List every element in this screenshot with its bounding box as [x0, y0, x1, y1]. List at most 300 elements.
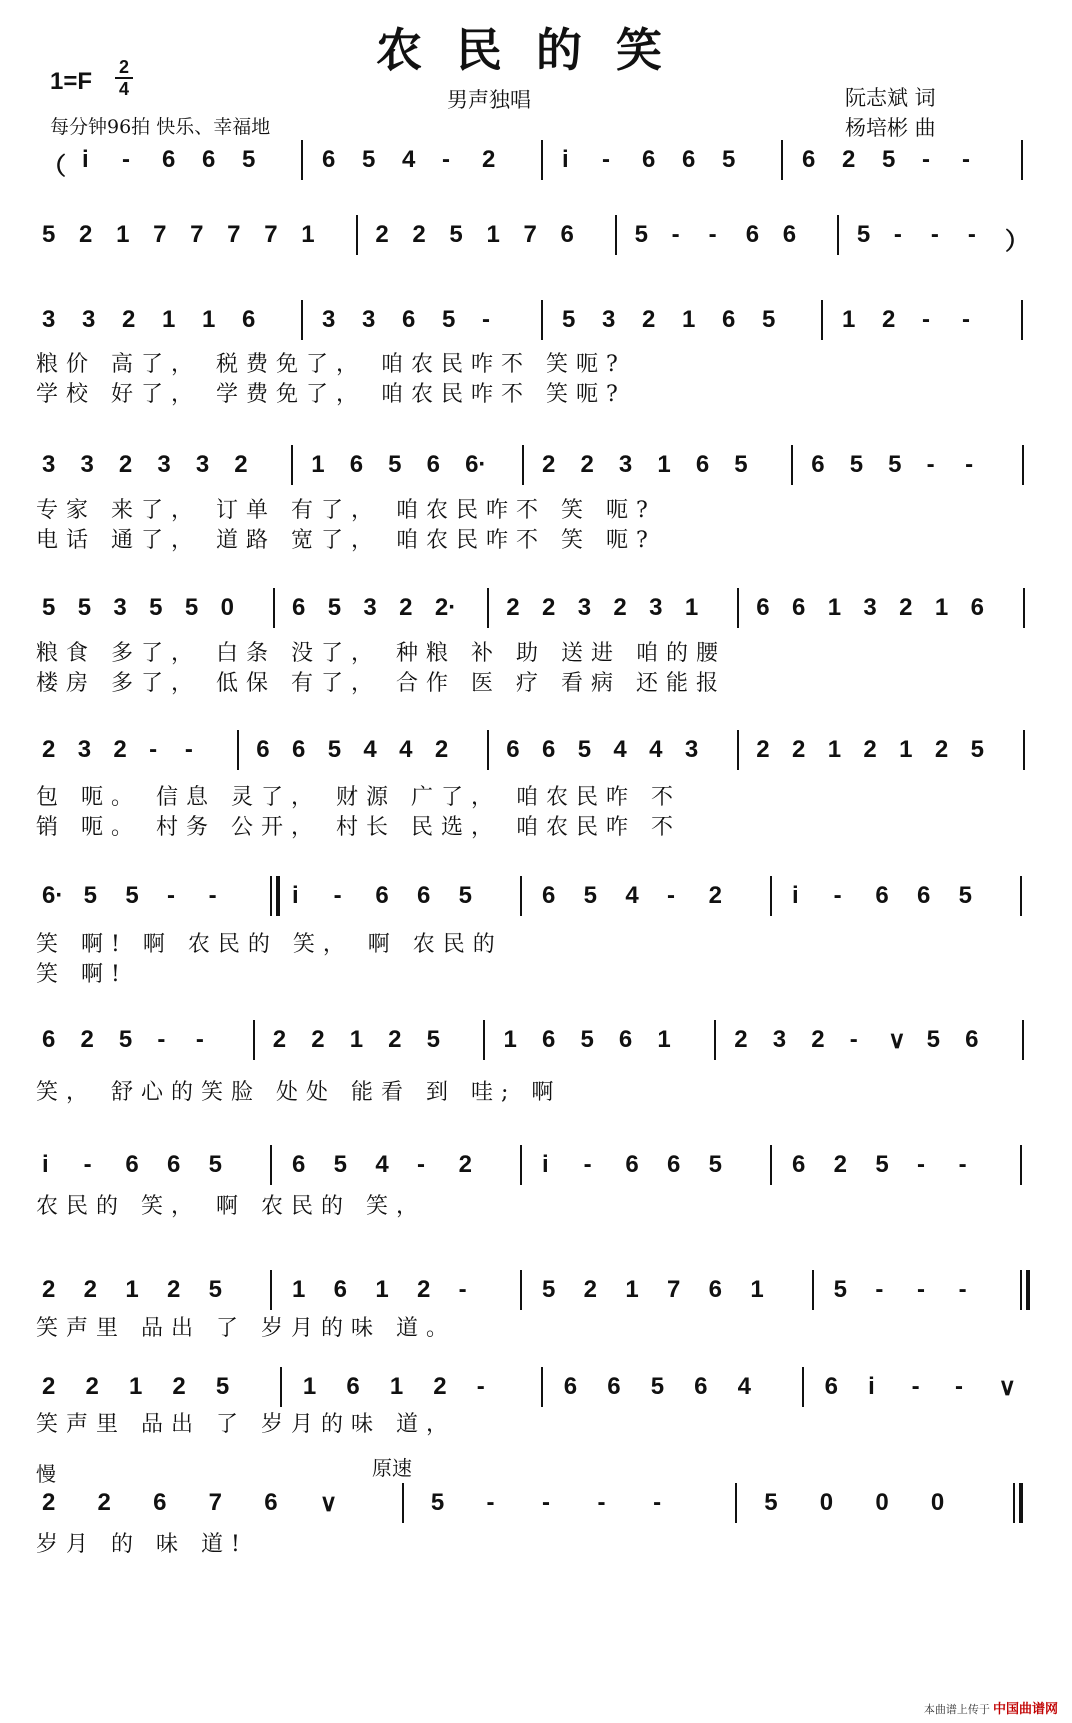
note: 2 — [613, 594, 627, 621]
barline — [280, 1367, 282, 1407]
note: 6 — [792, 594, 806, 621]
song-title: 农民的笑 — [376, 23, 696, 77]
dash-note: - — [671, 221, 680, 248]
notes-row — [36, 215, 1046, 273]
barline — [301, 140, 303, 180]
note: 6· — [42, 882, 64, 909]
note: 2 — [113, 736, 127, 763]
note: 2 — [792, 736, 806, 763]
lyric-line: 笑， 舒心的笑脸 处处 能看 到 哇; 啊 — [36, 1080, 562, 1105]
dash-note: - — [653, 1489, 662, 1516]
dash-note: - — [442, 146, 450, 173]
note: 2 — [79, 221, 93, 248]
note: 5 — [970, 736, 984, 763]
note: 5 — [333, 1151, 348, 1178]
note: 2 — [811, 1026, 825, 1053]
note: 6 — [618, 1026, 633, 1053]
note: 5 — [762, 306, 776, 333]
note: 6· — [465, 451, 487, 478]
barline — [270, 1145, 272, 1185]
note: 2 — [882, 306, 896, 333]
note: 2 — [42, 1489, 56, 1516]
barline — [402, 1483, 404, 1523]
note: 2 — [375, 221, 389, 248]
note: 6 — [970, 594, 984, 621]
note: i — [792, 882, 799, 909]
note: 6 — [694, 1373, 708, 1400]
note: 5 — [882, 146, 896, 173]
lyric-line: 农民的 笑， 啊 农民的 笑， — [36, 1194, 426, 1219]
note: 1 — [125, 1276, 139, 1303]
note: 5 — [430, 1489, 445, 1516]
note: i — [292, 882, 299, 909]
barline — [1021, 140, 1023, 180]
note: 1 — [827, 736, 842, 763]
note: 0 — [930, 1489, 945, 1516]
tempo-original-marking: 原速 — [372, 1456, 412, 1480]
note: 6 — [792, 1151, 806, 1178]
note: 6 — [625, 1151, 639, 1178]
barline — [615, 215, 617, 255]
dash-note: - — [917, 1276, 925, 1303]
note: 5 — [125, 882, 139, 909]
note: 1 — [389, 1373, 404, 1400]
barline — [520, 876, 522, 916]
note: 5 — [888, 451, 902, 478]
note: 2 — [412, 221, 426, 248]
note: 2 — [642, 306, 656, 333]
dash-note: - — [184, 736, 193, 763]
note: 2 — [482, 146, 496, 173]
barline — [1020, 876, 1022, 916]
note: 5 — [833, 1276, 848, 1303]
note: 1 — [750, 1276, 764, 1303]
note: 2 — [899, 594, 913, 621]
dash-note: - — [965, 451, 974, 478]
note: 3 — [82, 306, 96, 333]
note: i — [868, 1373, 875, 1400]
footer-text: 本曲谱上传于 — [923, 1704, 990, 1716]
barline — [541, 140, 543, 180]
note: 5 — [327, 594, 342, 621]
barline — [1023, 588, 1025, 628]
dash-note: - — [417, 1151, 425, 1178]
dash-note: - — [476, 1373, 485, 1400]
note: 7 — [523, 221, 537, 248]
note: 6 — [292, 594, 306, 621]
note: 6 — [264, 1489, 278, 1516]
note: 5 — [362, 146, 376, 173]
dash-note: - — [602, 146, 610, 173]
barline-thick — [1019, 1483, 1023, 1523]
lyric-line: 笑声里 品出 了 岁月的味 道。 — [36, 1316, 456, 1341]
note: 3 — [602, 306, 616, 333]
note: 7 — [667, 1276, 681, 1303]
note: 2 — [833, 1151, 848, 1178]
barline — [1020, 1270, 1022, 1310]
note: 1 — [128, 1373, 143, 1400]
barline-thick — [1026, 1270, 1030, 1310]
note: 6 — [722, 306, 736, 333]
note: 1 — [503, 1026, 517, 1053]
barline — [737, 588, 739, 628]
dash-note: - — [917, 1151, 925, 1178]
note: 6 — [167, 1151, 181, 1178]
note: 2 — [506, 594, 520, 621]
note: 3 — [684, 736, 699, 763]
dash-note: - — [583, 1151, 592, 1178]
dash-note: - — [955, 1373, 964, 1400]
note: 1 — [202, 306, 216, 333]
dash-note: - — [208, 882, 217, 909]
note: 2· — [434, 594, 457, 621]
note: 5 — [449, 221, 463, 248]
note: 6 — [153, 1489, 167, 1516]
dash-note: - — [597, 1489, 606, 1516]
lyric-line: 笑 啊! — [36, 962, 128, 987]
barline — [541, 300, 543, 340]
note: 6 — [563, 1373, 578, 1400]
dash-note: - — [893, 221, 902, 248]
note: i — [82, 146, 89, 173]
note: 1 — [625, 1276, 639, 1303]
note: 1 — [486, 221, 500, 248]
note: 6 — [917, 882, 931, 909]
barline — [253, 1020, 255, 1060]
dash-note: - — [967, 221, 976, 248]
dash-note: - — [922, 146, 930, 173]
dash-note: - — [958, 1276, 967, 1303]
note: 3 — [362, 306, 376, 333]
note: i — [542, 1151, 549, 1178]
note: 2 — [434, 736, 449, 763]
note: 5 — [562, 306, 576, 333]
lyric-line: 楼房 多了， 低保 有了， 合作 医 疗 看病 还能报 — [36, 671, 726, 696]
note: 6 — [667, 1151, 681, 1178]
note: 5 — [242, 146, 256, 173]
dash-note: - — [833, 882, 842, 909]
barline — [1022, 1020, 1024, 1060]
note: 5 — [184, 594, 199, 621]
lyric-line: 粮食 多了， 白条 没了， 种粮 补 助 送进 咱的腰 — [36, 641, 726, 666]
barline — [1022, 445, 1024, 485]
dash-note: - — [958, 1151, 967, 1178]
dash-note: - — [667, 882, 675, 909]
note: 2 — [272, 1026, 287, 1053]
note: 3 — [863, 594, 877, 621]
note: 2 — [542, 451, 556, 478]
note: 3 — [77, 736, 92, 763]
barline — [522, 445, 524, 485]
note: 3 — [772, 1026, 787, 1053]
note: 5 — [580, 1026, 594, 1053]
note: 3 — [157, 451, 171, 478]
barline-thick — [276, 876, 280, 916]
tempo-marking: 每分钟96拍 快乐、幸福地 — [50, 116, 271, 138]
note: 1 — [684, 594, 699, 621]
note: 5 — [542, 1276, 556, 1303]
note: 2 — [172, 1373, 186, 1400]
note: 2 — [399, 594, 413, 621]
note: 5 — [764, 1489, 778, 1516]
note: 6 — [162, 146, 176, 173]
dash-note: - — [962, 306, 970, 333]
barline — [237, 730, 239, 770]
dash-note: - — [849, 1026, 858, 1053]
note: 5 — [426, 1026, 440, 1053]
barline — [837, 215, 839, 255]
lyric-line: 岁月 的 味 道! — [36, 1532, 248, 1557]
note: 4 — [737, 1373, 751, 1400]
note: 1 — [311, 451, 325, 478]
notes-row — [36, 140, 1046, 198]
note: 5 — [875, 1151, 889, 1178]
note: 0 — [819, 1489, 834, 1516]
note: 3 — [618, 451, 633, 478]
note: 1 — [116, 221, 130, 248]
barline — [735, 1483, 737, 1523]
barline — [1021, 300, 1023, 340]
note: 6 — [756, 594, 770, 621]
note: 2 — [863, 736, 877, 763]
note: 6 — [42, 1026, 56, 1053]
dash-note: - — [926, 451, 935, 478]
dash-note: - — [157, 1026, 166, 1053]
note: ∨ — [998, 1374, 1017, 1401]
note: 6 — [125, 1151, 139, 1178]
note: ∨ — [319, 1490, 338, 1517]
note: 5 — [215, 1373, 230, 1400]
note: （ — [42, 153, 66, 180]
note: 2 — [388, 1026, 402, 1053]
note: 6 — [292, 1151, 306, 1178]
dash-note: - — [333, 882, 342, 909]
lyric-line: 包 呃。 信息 灵了， 财源 广了， 咱农民咋 不 — [36, 785, 681, 810]
note: 5 — [708, 1151, 723, 1178]
note: 5 — [208, 1276, 223, 1303]
note: 5 — [458, 882, 473, 909]
watermark-footer — [924, 1698, 1058, 1717]
note: 2 — [580, 451, 594, 478]
note: 6 — [506, 736, 520, 763]
note: 7 — [264, 221, 278, 248]
note: 5 — [42, 221, 56, 248]
note: 6 — [202, 146, 216, 173]
note: 4 — [625, 882, 639, 909]
note: 5 — [583, 882, 598, 909]
note: 5 — [149, 594, 163, 621]
key-signature: 1=F — [50, 68, 93, 95]
note: 6 — [333, 1276, 348, 1303]
note: 6 — [292, 736, 306, 763]
note: 5 — [577, 736, 592, 763]
notes-row — [36, 588, 1046, 646]
note: 3 — [577, 594, 592, 621]
footer-site: 中国曲谱网 — [992, 1701, 1058, 1716]
note: 1 — [349, 1026, 364, 1053]
note: 7 — [208, 1489, 223, 1516]
time-signature — [115, 58, 133, 98]
barline — [520, 1270, 522, 1310]
note: 5 — [442, 306, 456, 333]
note: 6 — [349, 451, 364, 478]
note: 6 — [542, 736, 556, 763]
note: 6 — [375, 882, 389, 909]
dash-note: - — [922, 306, 930, 333]
note: 3 — [322, 306, 336, 333]
note: 2 — [122, 306, 136, 333]
note: 2 — [85, 1373, 99, 1400]
note: 2 — [708, 882, 723, 909]
note: 1 — [292, 1276, 306, 1303]
barline — [270, 876, 272, 916]
note: 2 — [417, 1276, 431, 1303]
note: 2 — [118, 451, 133, 478]
note: 0 — [220, 594, 234, 621]
notes-row — [36, 876, 1046, 934]
note: 1 — [657, 1026, 671, 1053]
barline — [1013, 1483, 1015, 1523]
note: 6 — [322, 146, 336, 173]
note: 6 — [346, 1373, 360, 1400]
barline — [487, 588, 489, 628]
note: 5 — [634, 221, 648, 248]
dash-note: - — [875, 1276, 884, 1303]
note: 1 — [162, 306, 176, 333]
note: 6 — [426, 451, 440, 478]
note: 1 — [301, 221, 315, 248]
note: 5 — [42, 594, 56, 621]
note: 2 — [234, 451, 248, 478]
note: 1 — [899, 736, 913, 763]
note: 1 — [934, 594, 949, 621]
note: 0 — [875, 1489, 889, 1516]
note: 4 — [363, 736, 377, 763]
note: 7 — [153, 221, 167, 248]
note: 2 — [42, 736, 56, 763]
note: 1 — [842, 306, 856, 333]
note: 2 — [83, 1276, 98, 1303]
note: 6 — [256, 736, 270, 763]
time-numerator: 2 — [118, 57, 129, 77]
note: 1 — [827, 594, 842, 621]
dash-note: - — [708, 221, 717, 248]
dash-note: - — [486, 1489, 495, 1516]
note: 6 — [875, 882, 889, 909]
note: ） — [1004, 228, 1029, 255]
note: 5 — [388, 451, 402, 478]
note: 6 — [642, 146, 656, 173]
note: 5 — [856, 221, 871, 248]
barline — [483, 1020, 485, 1060]
barline — [802, 1367, 804, 1407]
note: 6 — [542, 1026, 556, 1053]
barline — [487, 730, 489, 770]
note: 2 — [842, 146, 856, 173]
note: i — [562, 146, 569, 173]
note: 6 — [560, 221, 574, 248]
note: 4 — [613, 736, 627, 763]
barline — [301, 300, 303, 340]
barline — [770, 876, 772, 916]
dash-note: - — [149, 736, 158, 763]
note: 4 — [649, 736, 663, 763]
notes-row — [36, 1020, 1046, 1078]
performance-type: 男声独唱 — [447, 88, 531, 112]
note: 3 — [195, 451, 210, 478]
note: 2 — [542, 594, 556, 621]
barline — [273, 588, 275, 628]
barline — [791, 445, 793, 485]
note: 5 — [650, 1373, 665, 1400]
barline — [770, 1145, 772, 1185]
barline — [520, 1145, 522, 1185]
note: 3 — [42, 451, 56, 478]
lyric-line: 销 呃。 村务 公开， 村长 民选， 咱农民咋 不 — [36, 815, 681, 840]
time-denominator: 4 — [118, 79, 129, 99]
note: 3 — [80, 451, 94, 478]
note: 6 — [695, 451, 710, 478]
note: 4 — [402, 146, 416, 173]
note: 4 — [399, 736, 413, 763]
dash-note: - — [83, 1151, 92, 1178]
note: 1 — [375, 1276, 389, 1303]
note: 6 — [708, 1276, 723, 1303]
note: 4 — [375, 1151, 389, 1178]
tempo-slow-marking: 慢 — [36, 1462, 56, 1486]
lyric-line: 粮价 高了， 税费免了， 咱农民咋不 笑呃? — [36, 352, 626, 377]
note: 6 — [607, 1373, 621, 1400]
note: 1 — [657, 451, 671, 478]
note: 7 — [227, 221, 241, 248]
note: 2 — [167, 1276, 181, 1303]
notes-row — [36, 730, 1046, 788]
note: 2 — [756, 736, 770, 763]
note: 2 — [42, 1373, 56, 1400]
note: 2 — [433, 1373, 447, 1400]
composer-credit: 杨培彬 曲 — [845, 116, 936, 140]
note: 6 — [811, 451, 825, 478]
note: 1 — [302, 1373, 317, 1400]
note: 1 — [682, 306, 696, 333]
note: 2 — [311, 1026, 325, 1053]
note: 6 — [965, 1026, 979, 1053]
note: 6 — [542, 882, 556, 909]
barline — [291, 445, 293, 485]
note: i — [42, 1151, 49, 1178]
note: 5 — [734, 451, 748, 478]
dash-note: - — [167, 882, 175, 909]
dash-note: - — [482, 306, 490, 333]
note: 2 — [97, 1489, 111, 1516]
barline — [781, 140, 783, 180]
note: 6 — [802, 146, 816, 173]
note: 6 — [824, 1373, 838, 1400]
note: 5 — [958, 882, 973, 909]
note: 6 — [745, 221, 760, 248]
note: 6 — [242, 306, 256, 333]
note: 5 — [83, 882, 98, 909]
lyric-line: 专家 来了， 订单 有了， 咱农民咋不 笑 呃? — [36, 498, 656, 523]
note: 5 — [118, 1026, 133, 1053]
note: 2 — [734, 1026, 748, 1053]
barline — [1023, 730, 1025, 770]
note: 7 — [190, 221, 204, 248]
notes-row — [36, 445, 1046, 503]
note: 2 — [583, 1276, 598, 1303]
lyric-line: 笑 啊! 啊 农民的 笑， 啊 农民的 — [36, 932, 503, 957]
note: 6 — [782, 221, 797, 248]
